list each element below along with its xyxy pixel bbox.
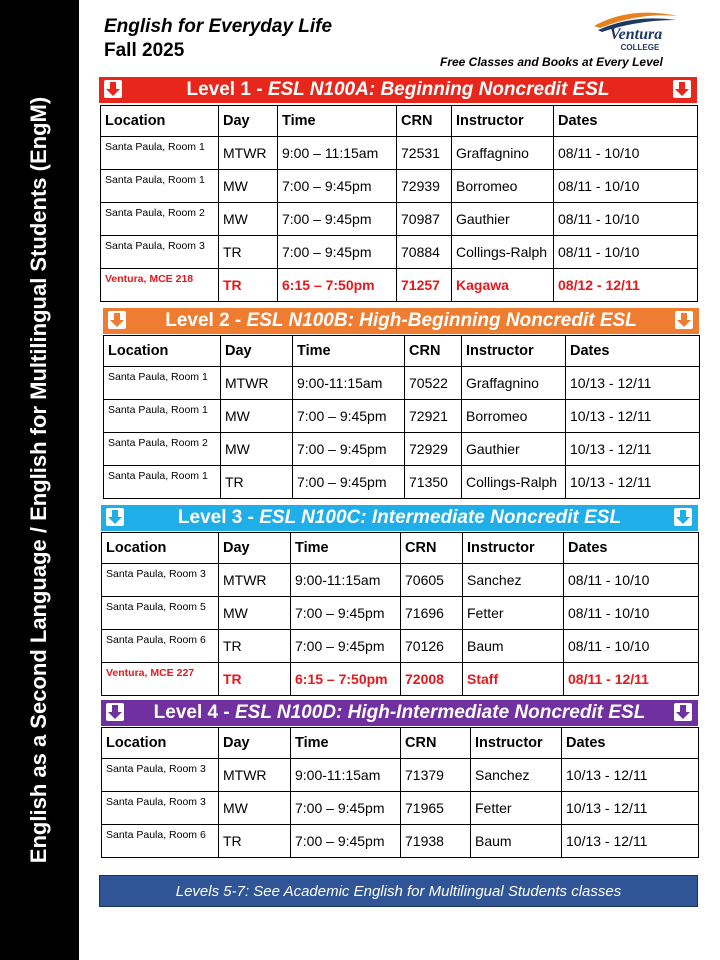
cell: MTWR	[219, 564, 291, 597]
level-4-course: ESL N100D: High-Intermediate Noncredit ESL	[234, 702, 646, 723]
logo-name: Ventura	[609, 26, 663, 43]
level-2-section	[103, 308, 700, 499]
table-row	[104, 433, 700, 466]
cell: 08/11 - 10/10	[564, 630, 699, 663]
cell: 10/13 - 12/11	[562, 759, 699, 792]
cell: Baum	[463, 630, 564, 663]
level-4-section	[101, 700, 699, 858]
cell: 71350	[405, 466, 462, 499]
cell: MTWR	[219, 137, 278, 170]
col-instructor: Instructor	[471, 728, 562, 759]
col-dates: Dates	[562, 728, 699, 759]
col-time: Time	[291, 728, 401, 759]
down-arrow-icon	[106, 508, 124, 526]
table-row	[101, 137, 698, 170]
table-row	[104, 466, 700, 499]
cell: 72939	[397, 170, 452, 203]
cell: MTWR	[219, 759, 291, 792]
level-2-course: ESL N100B: High-Beginning Noncredit ESL	[246, 310, 637, 331]
level-2-table	[103, 335, 700, 499]
cell: Santa Paula, Room 2	[101, 203, 219, 236]
level-1-header	[99, 77, 697, 103]
cell: Fetter	[463, 597, 564, 630]
level-2-header	[103, 308, 699, 334]
cell: 08/11 - 10/10	[554, 137, 698, 170]
cell: 72531	[397, 137, 452, 170]
cell: 7:00 – 9:45pm	[291, 630, 401, 663]
down-arrow-icon	[106, 703, 124, 721]
table-row	[104, 400, 700, 433]
cell: 10/13 - 12/11	[566, 466, 700, 499]
table-row-highlight	[102, 663, 699, 696]
cell: 10/13 - 12/11	[566, 400, 700, 433]
down-arrow-icon	[673, 80, 691, 98]
cell: 71696	[401, 597, 463, 630]
cell: Santa Paula, Room 6	[102, 630, 219, 663]
cell: TR	[219, 825, 291, 858]
cell: 72929	[405, 433, 462, 466]
level-3-course: ESL N100C: Intermediate Noncredit ESL	[259, 507, 622, 528]
cell: MW	[219, 170, 278, 203]
footer-note: Levels 5-7: See Academic English for Multilingual Students classes	[99, 875, 698, 907]
table-row	[102, 792, 699, 825]
col-day: Day	[219, 728, 291, 759]
cell: Borromeo	[452, 170, 554, 203]
down-arrow-icon	[674, 703, 692, 721]
cell: 7:00 – 9:45pm	[278, 236, 397, 269]
col-crn: CRN	[405, 336, 462, 367]
cell: TR	[219, 630, 291, 663]
cell: 08/11 - 10/10	[554, 203, 698, 236]
cell: MW	[221, 433, 293, 466]
cell: MW	[219, 792, 291, 825]
cell: 71938	[401, 825, 471, 858]
cell: 10/13 - 12/11	[566, 367, 700, 400]
cell: Santa Paula, Room 5	[102, 597, 219, 630]
cell: MTWR	[221, 367, 293, 400]
cell: 10/13 - 12/11	[566, 433, 700, 466]
cell: Santa Paula, Room 3	[102, 792, 219, 825]
cell: 08/11 - 10/10	[564, 597, 699, 630]
ventura-college-logo	[590, 8, 682, 52]
cell: Collings-Ralph	[452, 236, 554, 269]
col-time: Time	[291, 533, 401, 564]
table-row	[102, 564, 699, 597]
col-day: Day	[219, 106, 278, 137]
cell: Collings-Ralph	[462, 466, 566, 499]
level-1-label: Level 1 -	[186, 79, 268, 100]
cell: Gauthier	[462, 433, 566, 466]
cell: 70884	[397, 236, 452, 269]
cell: TR	[221, 466, 293, 499]
cell: 6:15 – 7:50pm	[278, 269, 397, 302]
level-4-header	[101, 700, 698, 726]
cell: Graffagnino	[462, 367, 566, 400]
col-location: Location	[102, 728, 219, 759]
cell: Graffagnino	[452, 137, 554, 170]
cell: 6:15 – 7:50pm	[291, 663, 401, 696]
col-location: Location	[102, 533, 219, 564]
table-row	[102, 597, 699, 630]
cell: 10/13 - 12/11	[562, 792, 699, 825]
cell: 72008	[401, 663, 463, 696]
cell: 70987	[397, 203, 452, 236]
cell: 7:00 – 9:45pm	[278, 170, 397, 203]
cell: Santa Paula, Room 3	[101, 236, 219, 269]
cell: 70522	[405, 367, 462, 400]
cell: 08/12 - 12/11	[554, 269, 698, 302]
col-dates: Dates	[564, 533, 699, 564]
level-1-course: ESL N100A: Beginning Noncredit ESL	[267, 79, 610, 100]
page-title: English for Everyday Life	[104, 16, 333, 37]
level-3-table	[101, 532, 699, 696]
cell: Santa Paula, Room 3	[102, 759, 219, 792]
cell: Santa Paula, Room 2	[104, 433, 221, 466]
cell: Sanchez	[463, 564, 564, 597]
cell: MW	[219, 597, 291, 630]
table-row	[101, 203, 698, 236]
cell: Staff	[463, 663, 564, 696]
cell: Fetter	[471, 792, 562, 825]
col-instructor: Instructor	[463, 533, 564, 564]
col-instructor: Instructor	[462, 336, 566, 367]
cell: 9:00-11:15am	[293, 367, 405, 400]
cell: TR	[219, 663, 291, 696]
cell: 70605	[401, 564, 463, 597]
col-crn: CRN	[401, 728, 471, 759]
cell: 7:00 – 9:45pm	[293, 466, 405, 499]
table-row	[101, 236, 698, 269]
table-row	[102, 825, 699, 858]
cell: Borromeo	[462, 400, 566, 433]
cell: 7:00 – 9:45pm	[278, 203, 397, 236]
cell: 72921	[405, 400, 462, 433]
level-3-label: Level 3 -	[177, 507, 260, 528]
cell: 7:00 – 9:45pm	[293, 400, 405, 433]
cell: Sanchez	[471, 759, 562, 792]
sidebar	[0, 0, 79, 960]
cell: 9:00 – 11:15am	[278, 137, 397, 170]
cell: 7:00 – 9:45pm	[291, 792, 401, 825]
cell: Ventura, MCE 218	[101, 269, 219, 302]
sidebar-title: English as a Second Language / English for Multilingual Students (EngM)	[26, 96, 51, 864]
cell: Santa Paula, Room 6	[102, 825, 219, 858]
col-crn: CRN	[401, 533, 463, 564]
logo-sub: COLLEGE	[620, 43, 660, 52]
down-arrow-icon	[674, 508, 692, 526]
col-time: Time	[293, 336, 405, 367]
level-4-label: Level 4 -	[153, 702, 235, 723]
col-dates: Dates	[554, 106, 698, 137]
cell: 10/13 - 12/11	[562, 825, 699, 858]
cell: 9:00-11:15am	[291, 759, 401, 792]
down-arrow-icon	[108, 311, 126, 329]
level-3-header	[101, 505, 698, 531]
table-row-highlight	[101, 269, 698, 302]
cell: TR	[219, 236, 278, 269]
cell: Santa Paula, Room 3	[102, 564, 219, 597]
cell: Santa Paula, Room 1	[104, 367, 221, 400]
cell: Ventura, MCE 227	[102, 663, 219, 696]
cell: 70126	[401, 630, 463, 663]
cell: 7:00 – 9:45pm	[293, 433, 405, 466]
col-dates: Dates	[566, 336, 700, 367]
cell: 08/11 - 10/10	[564, 564, 699, 597]
col-location: Location	[104, 336, 221, 367]
cell: 08/11 - 12/11	[564, 663, 699, 696]
cell: 71379	[401, 759, 471, 792]
cell: Santa Paula, Room 1	[104, 466, 221, 499]
cell: Santa Paula, Room 1	[104, 400, 221, 433]
col-time: Time	[278, 106, 397, 137]
table-row	[102, 630, 699, 663]
col-crn: CRN	[397, 106, 452, 137]
down-arrow-icon	[104, 80, 122, 98]
level-1-table	[100, 105, 698, 302]
cell: Santa Paula, Room 1	[101, 137, 219, 170]
col-location: Location	[101, 106, 219, 137]
cell: 71965	[401, 792, 471, 825]
cell: Santa Paula, Room 1	[101, 170, 219, 203]
level-2-label: Level 2 -	[165, 310, 247, 331]
col-day: Day	[219, 533, 291, 564]
cell: MW	[219, 203, 278, 236]
cell: 71257	[397, 269, 452, 302]
tagline: Free Classes and Books at Every Level	[440, 55, 663, 69]
level-4-table	[101, 727, 699, 858]
cell: Baum	[471, 825, 562, 858]
cell: 08/11 - 10/10	[554, 236, 698, 269]
cell: Gauthier	[452, 203, 554, 236]
level-1-section	[99, 77, 698, 302]
term-label: Fall 2025	[104, 40, 185, 61]
cell: Kagawa	[452, 269, 554, 302]
col-day: Day	[221, 336, 293, 367]
cell: 7:00 – 9:45pm	[291, 597, 401, 630]
table-row	[101, 170, 698, 203]
cell: 7:00 – 9:45pm	[291, 825, 401, 858]
table-row	[102, 759, 699, 792]
cell: MW	[221, 400, 293, 433]
cell: 9:00-11:15am	[291, 564, 401, 597]
down-arrow-icon	[675, 311, 693, 329]
cell: 08/11 - 10/10	[554, 170, 698, 203]
level-3-section	[101, 505, 699, 696]
table-row	[104, 367, 700, 400]
cell: TR	[219, 269, 278, 302]
col-instructor: Instructor	[452, 106, 554, 137]
